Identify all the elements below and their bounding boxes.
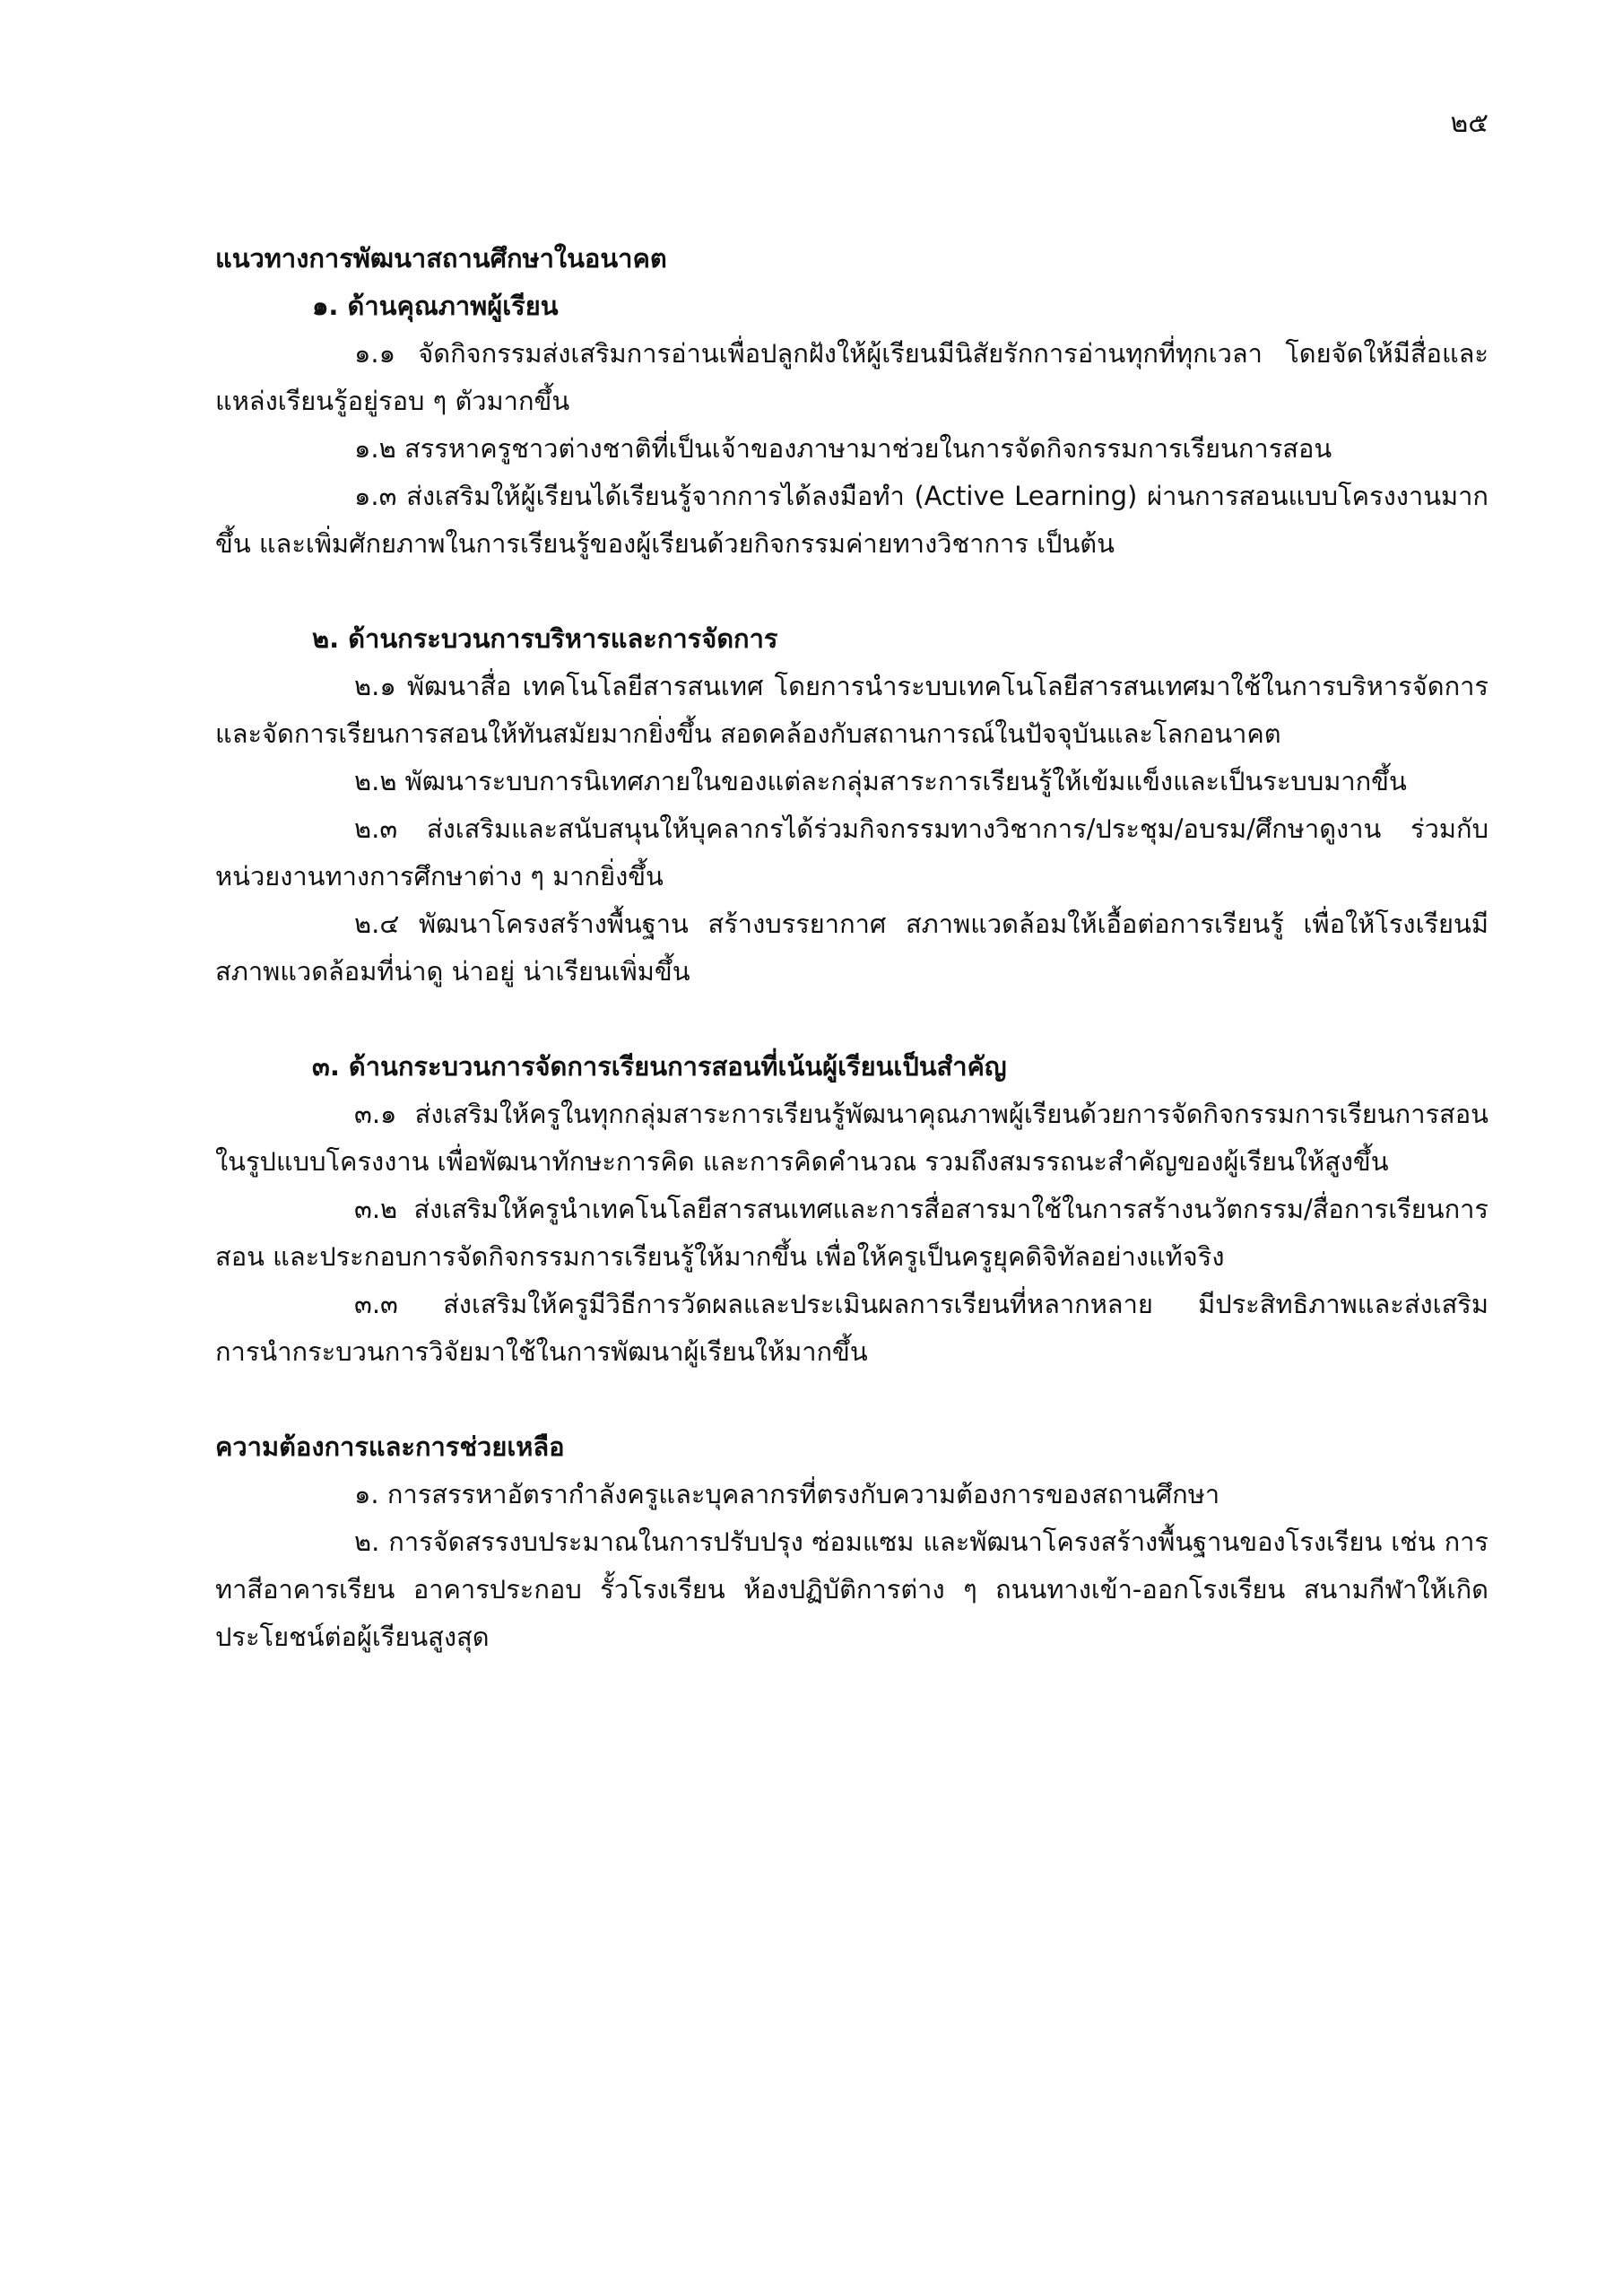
needs-item: ๑. การสรรหาอัตรากำลังครูและบุคลากรที่ตรงกับความต้องการของสถานศึกษา	[354, 1479, 1220, 1509]
spacer	[215, 568, 1488, 615]
section-item: ๓.๓ ส่งเสริมให้ครูมีวิธีการวัดผลและประเมินผลการเรียนที่หลากหลาย มีประสิทธิภาพและส่งเสริมการนำกระบวนการวิจัยมาใช้ในการพัฒนาผู้เรียนให้มากขึ้น	[215, 1289, 1488, 1367]
section-item: ๒.๑ พัฒนาสื่อ เทคโนโลยีสารสนเทศ โดยการนำระบบเทคโนโลยีสารสนเทศมาใช้ในการบริหารจัดการและจัดการเรียนการสอนให้ทันสมัยมากยิ่งขึ้น สอดคล้องกับสถานการณ์ในปัจจุบันและโลกอนาคต	[215, 671, 1488, 749]
needs-heading: ความต้องการและการช่วยเหลือ	[215, 1431, 565, 1462]
section-item: ๓.๒ ส่งเสริมให้ครูนำเทคโนโลยีสารสนเทศและการสื่อสารมาใช้ในการสร้างนวัตกรรม/สื่อการเรียนการสอน และประกอบการจัดกิจกรรมการเรียนรู้ให้มากขึ้น เพื่อให้ครูเป็นครูยุคดิจิทัลอย่างแท้จริง	[215, 1194, 1488, 1272]
section-heading: ๒. ด้านกระบวนการบริหารและการจัดการ	[312, 623, 778, 654]
section-item: ๑.๒ สรรหาครูชาวต่างชาติที่เป็นเจ้าของภาษามาช่วยในการจัดกิจกรรมการเรียนการสอน	[354, 433, 1332, 464]
section-item: ๓.๑ ส่งเสริมให้ครูในทุกกลุ่มสาระการเรียนรู้พัฒนาคุณภาพผู้เรียนด้วยการจัดกิจกรรมการเรียนการสอนในรูปแบบโครงงาน เพื่อพัฒนาทักษะการคิด และการคิดคำนวณ รวมถึงสมรรถนะสำคัญของผู้เรียนให้สูงขึ้น	[215, 1099, 1488, 1177]
section-heading: ๑. ด้านคุณภาพผู้เรียน	[312, 291, 559, 321]
document-body	[215, 235, 1488, 1661]
section-item: ๑.๑ จัดกิจกรรมส่งเสริมการอ่านเพื่อปลูกฝังให้ผู้เรียนมีนิสัยรักการอ่านทุกที่ทุกเวลา โดยจัดให้มีสื่อและแหล่งเรียนรู้อยู่รอบ ๆ ตัวมากขึ้น	[215, 338, 1488, 416]
section-item: ๒.๔ พัฒนาโครงสร้างพื้นฐาน สร้างบรรยากาศ สภาพแวดล้อมให้เอื้อต่อการเรียนรู้ เพื่อให้โรงเรียนมีสภาพแวดล้อมที่น่าดู น่าอยู่ น่าเรียนเพิ่มขึ้น	[215, 909, 1488, 987]
section-item: ๒.๒ พัฒนาระบบการนิเทศภายในของแต่ละกลุ่มสาระการเรียนรู้ให้เข้มแข็งและเป็นระบบมากขึ้น	[354, 766, 1407, 796]
section-heading: ๓. ด้านกระบวนการจัดการเรียนการสอนที่เน้นผู้เรียนเป็นสำคัญ	[312, 1051, 1007, 1082]
section-student-quality	[215, 283, 1488, 568]
section-needs	[215, 1423, 1488, 1661]
section-item: ๒.๓ ส่งเสริมและสนับสนุนให้บุคลากรได้ร่วมกิจกรรมทางวิชาการ/ประชุม/อบรม/ศึกษาดูงาน ร่วมกับหน่วยงานทางการศึกษาต่าง ๆ มากยิ่งขึ้น	[215, 813, 1488, 891]
page-number: ๒๕	[1450, 108, 1488, 139]
section-management	[215, 615, 1488, 996]
spacer	[215, 996, 1488, 1043]
needs-item: ๒. การจัดสรรงบประมาณในการปรับปรุง ซ่อมแซม และพัฒนาโครงสร้างพื้นฐานของโรงเรียน เช่น การทาสีอาคารเรียน อาคารประกอบ รั้วโรงเรียน ห้องปฏิบัติการต่าง ๆ ถนนทางเข้า-ออกโรงเรียน สนามกีฬาให้เกิดประโยชน์ต่อผู้เรียนสูงสุด	[215, 1526, 1488, 1652]
spacer	[215, 1376, 1488, 1423]
section-item: ๑.๓ ส่งเสริมให้ผู้เรียนได้เรียนรู้จากการได้ลงมือทำ (Active Learning) ผ่านการสอนแบบโครงงานมากขึ้น และเพิ่มศักยภาพในการเรียนรู้ของผู้เรียนด้วยกิจกรรมค่ายทางวิชาการ เป็นต้น	[215, 481, 1488, 559]
section-learner-centered	[215, 1043, 1488, 1376]
main-heading: แนวทางการพัฒนาสถานศึกษาในอนาคต	[215, 243, 667, 274]
